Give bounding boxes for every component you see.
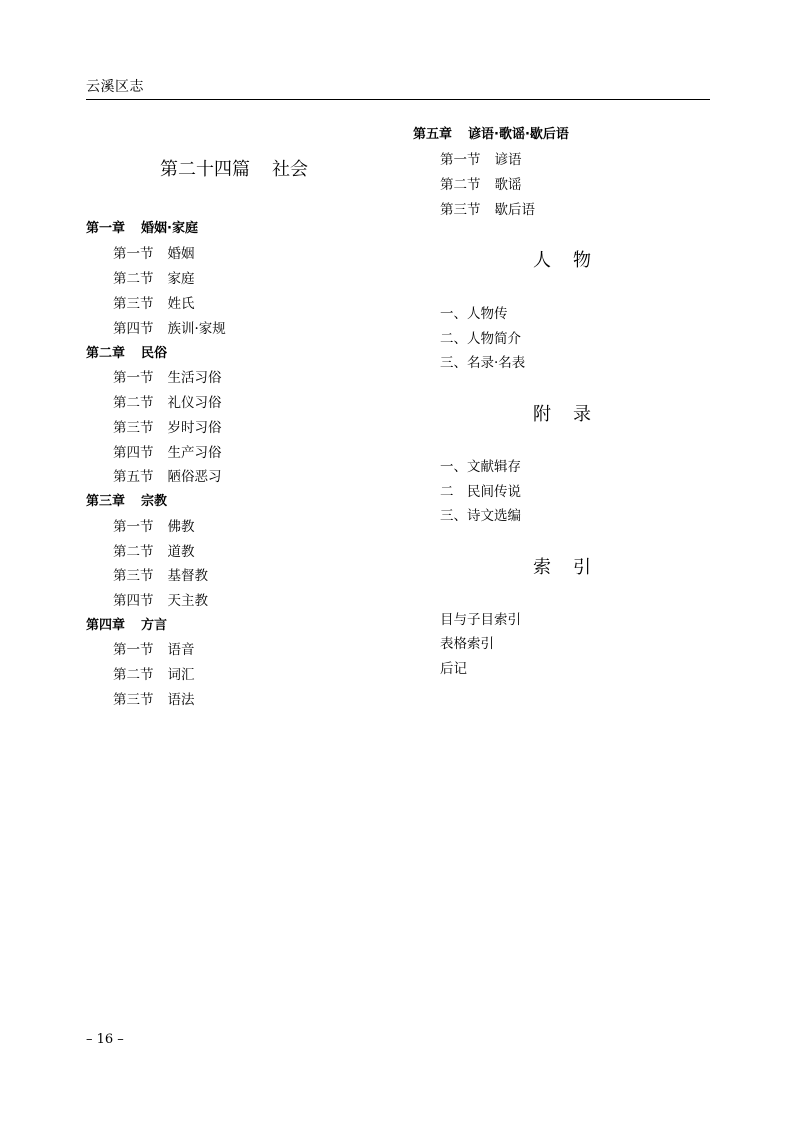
toc-section[interactable] xyxy=(440,173,522,193)
toc-section[interactable] xyxy=(113,465,222,485)
heading-char: 附 xyxy=(533,404,551,425)
heading-fulu xyxy=(533,400,591,426)
header-rule xyxy=(86,99,710,100)
toc-section[interactable] xyxy=(113,688,195,708)
toc-item[interactable]: 目与子目索引 xyxy=(440,612,521,628)
section-number: 第三节 xyxy=(113,568,154,584)
toc-section[interactable] xyxy=(113,366,222,386)
chapter-name: 方言 xyxy=(141,618,168,633)
toc-item[interactable]: 二 民间传说 xyxy=(440,484,521,500)
chapter-name: 宗教 xyxy=(141,494,168,509)
section-name: 家庭 xyxy=(167,271,195,287)
section-name: 族训·家规 xyxy=(167,321,226,337)
toc-item[interactable]: 表格索引 xyxy=(440,636,494,652)
section-number: 第一节 xyxy=(440,152,481,168)
toc-item[interactable]: 三、诗文选编 xyxy=(440,508,521,524)
section-number: 第二节 xyxy=(113,667,154,683)
section-number: 第三节 xyxy=(113,692,154,708)
section-name: 道教 xyxy=(167,544,195,560)
toc-section[interactable] xyxy=(440,198,535,218)
section-number: 第二节 xyxy=(113,544,154,560)
section-number: 第二节 xyxy=(113,395,154,411)
chapter-number: 第三章 xyxy=(86,494,126,509)
section-name: 天主教 xyxy=(167,593,208,609)
section-number: 第三节 xyxy=(440,202,481,218)
chapter-number: 第一章 xyxy=(86,221,126,236)
heading-renwu xyxy=(533,246,591,272)
section-name: 基督教 xyxy=(167,568,208,584)
toc-item[interactable]: 一、人物传 xyxy=(440,306,508,322)
section-name: 语法 xyxy=(167,692,195,708)
chapter-number: 第二章 xyxy=(86,346,126,361)
section-number: 第二节 xyxy=(113,271,154,287)
chapter-number: 第五章 xyxy=(413,127,453,142)
toc-section[interactable] xyxy=(113,589,208,609)
chapter-name: 婚姻·家庭 xyxy=(141,221,198,236)
section-name: 姓氏 xyxy=(167,296,195,312)
heading-char: 引 xyxy=(573,557,591,578)
section-number: 第一节 xyxy=(113,246,154,262)
toc-item[interactable]: 二、人物简介 xyxy=(440,331,521,347)
chapter-name: 民俗 xyxy=(141,346,168,361)
chapter-name: 谚语·歌谣·歇后语 xyxy=(468,127,569,142)
toc-section[interactable] xyxy=(113,391,222,411)
section-number: 第四节 xyxy=(113,321,154,337)
section-number: 第一节 xyxy=(113,642,154,658)
heading-char: 录 xyxy=(573,404,591,425)
section-number: 第三节 xyxy=(113,296,154,312)
section-number: 第五节 xyxy=(113,469,154,485)
toc-section[interactable] xyxy=(113,242,195,262)
section-number: 第四节 xyxy=(113,445,154,461)
toc-chapter[interactable] xyxy=(86,614,167,633)
section-name: 陋俗恶习 xyxy=(167,469,222,485)
toc-chapter[interactable] xyxy=(413,123,569,142)
section-number: 第一节 xyxy=(113,370,154,386)
toc-section[interactable] xyxy=(113,441,222,461)
part-title xyxy=(160,155,308,181)
toc-section[interactable] xyxy=(113,267,195,287)
section-number: 第二节 xyxy=(440,177,481,193)
section-name: 词汇 xyxy=(167,667,195,683)
section-name: 歌谣 xyxy=(494,177,522,193)
section-name: 生活习俗 xyxy=(167,370,222,386)
toc-section[interactable] xyxy=(113,564,208,584)
toc-chapter[interactable] xyxy=(86,342,167,361)
running-head-title: 云溪区志 xyxy=(86,79,144,95)
heading-suoyin xyxy=(533,553,591,579)
toc-section[interactable] xyxy=(440,148,522,168)
heading-char: 人 xyxy=(533,250,551,271)
section-name: 生产习俗 xyxy=(167,445,222,461)
heading-char: 索 xyxy=(533,557,551,578)
page-number: – 16 – xyxy=(86,1032,124,1047)
toc-section[interactable] xyxy=(113,515,195,535)
toc-section[interactable] xyxy=(113,638,195,658)
section-name: 礼仪习俗 xyxy=(167,395,222,411)
toc-chapter[interactable] xyxy=(86,490,167,509)
section-name: 婚姻 xyxy=(167,246,195,262)
toc-item[interactable]: 三、名录·名表 xyxy=(440,355,526,371)
part-number: 第二十四篇 xyxy=(160,159,250,180)
toc-section[interactable] xyxy=(113,663,195,683)
section-name: 歇后语 xyxy=(494,202,535,218)
section-name: 语音 xyxy=(167,642,195,658)
chapter-number: 第四章 xyxy=(86,618,126,633)
section-number: 第三节 xyxy=(113,420,154,436)
toc-item[interactable]: 一、文献辑存 xyxy=(440,459,521,475)
part-name: 社会 xyxy=(272,159,308,180)
toc-chapter[interactable] xyxy=(86,217,198,236)
section-name: 佛教 xyxy=(167,519,195,535)
section-name: 岁时习俗 xyxy=(167,420,222,436)
toc-item[interactable]: 后记 xyxy=(440,661,467,677)
section-name: 谚语 xyxy=(494,152,522,168)
toc-section[interactable] xyxy=(113,540,195,560)
toc-section[interactable] xyxy=(113,317,226,337)
toc-section[interactable] xyxy=(113,416,222,436)
section-number: 第一节 xyxy=(113,519,154,535)
section-number: 第四节 xyxy=(113,593,154,609)
toc-section[interactable] xyxy=(113,292,195,312)
heading-char: 物 xyxy=(573,250,591,271)
